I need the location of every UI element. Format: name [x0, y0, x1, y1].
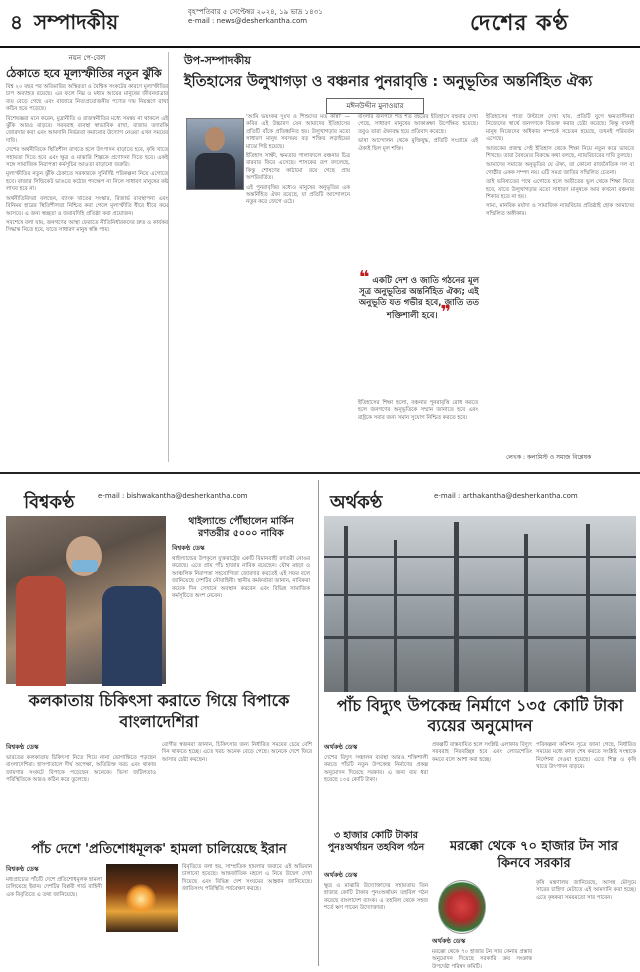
editorial-paragraph: সাম্য, মানবিক মর্যাদা ও সামাজিক ন্যায়বিচার প্রতিষ্ঠাই হোক আমাদের সম্মিলিত অঙ্গীকার।	[486, 203, 634, 217]
bishwa-body-3	[6, 864, 102, 964]
newspaper-logo: দেশের কণ্ঠ	[470, 10, 569, 36]
quote-mark-icon: ❝	[358, 267, 370, 288]
artha-body-3: পরিকল্পনা কমিশন সূত্রে জানা গেছে, নির্ধারিত সময়ের মধ্যে কাজ শেষ করতে সংশ্লিষ্ট সংস্থাকে নির্দেশনা দেওয়া হয়েছে। এতে শিল্প ও কৃষি খাতে উৎপাদন বাড়বে।	[536, 742, 636, 771]
left-column-article	[6, 52, 169, 462]
artha-paragraph: ক্ষুদ্র ও মাঝারি উদ্যোক্তাদের সহায়তায় তিন হাজার কোটি টাকার পুনঃঅর্থায়ন তহবিল গঠন করেছে বাংলাদেশ ব্যাংক। এ তহবিল থেকে সহজ শর্তে ঋণ পাবেন উদ্যোক্তারা।	[324, 883, 428, 912]
editorial-column-2	[358, 114, 478, 274]
artha-section	[324, 480, 636, 970]
editorial-paragraph: তাই ভবিষ্যতের পথে এগোতে হলে অতীতের ভুল থেকে শিক্ষা নিতে হবে, যাতে উলুখাগড়ার মতো সাধারণ মানুষকে আর কখনো বঞ্চনার শিকার হতে না হয়।	[486, 179, 634, 201]
bishwa-section	[6, 480, 312, 966]
pull-quote-text: একটি দেশ ও জাতি গঠনের মূল সূত্র অনুভূতির অন্তর্নিহিত ঐক্য; এই অনুভূতি যত গভীর হবে, জাতি তত শক্তিশালী হবে।	[358, 276, 480, 321]
substation-photo	[324, 516, 636, 692]
artha-paragraph: দেশের বিদ্যুৎ সঞ্চালন ব্যবস্থা আরও শক্তিশালী করতে পাঁচটি নতুন উপকেন্দ্র নির্মাণের প্রকল্প অনুমোদন দিয়েছে সরকার। এ জন্য ব্যয় ধরা হয়েছে ১৩৫ কোটি টাকা।	[324, 755, 428, 784]
editorial-headline: ইতিহাসের উলুখাগড়া ও বঞ্চনার পুনরাবৃত্তি : অনুভূতির অন্তর্নিহিত ঐক্য	[184, 74, 593, 90]
government-seal-icon	[438, 880, 486, 934]
artha-logo: অর্থকণ্ঠ	[330, 492, 383, 513]
editorial-paragraph: আমাদের সমাজে অনুভূতির যে ঐক্য, তা কোনো রাজনৈতিক দল বা গোষ্ঠীর একক সম্পদ নয়। এটি সমগ্র জাতির সম্মিলিত চেতনা।	[486, 162, 634, 176]
bishwa-photo	[6, 516, 166, 684]
editorial-column-2b	[358, 400, 478, 456]
editorial-author: মঈনউদ্দীন মুনাওয়ার	[326, 98, 424, 114]
editorial-paragraph: ইতিহাসের শিক্ষা হলো, বঞ্চনার পুনরাবৃত্তি রোধ করতে হলে জনগণের অনুভূতিকে সম্মান জানাতে হবে এবং রাষ্ট্রকে সবার জন্য সমান সুযোগ নিশ্চিত করতে হবে।	[358, 400, 478, 421]
left-body	[6, 84, 168, 235]
artha-paragraph: মরক্কো থেকে ৭০ হাজার টন সার কেনার প্রস্তাব অনুমোদন দিয়েছে সরকারি ক্রয় সংক্রান্ত উপদেষ্টা পরিষদ কমিটি।	[432, 949, 532, 970]
bishwa-byline: বিশ্বকণ্ঠ ডেস্ক	[6, 743, 39, 751]
left-paragraph: অর্থনীতিবিদরা বলছেন, ব্যাংক খাতের সংস্কার, রিজার্ভ ব্যবস্থাপনা এবং বিনিময় হারের স্থিতিশীলতা নিশ্চিত করা গেলে মূল্যস্ফীতি ধীরে ধীরে কমে আসবে। এ জন্য স্বচ্ছতা ও জবাবদিহি প্রতিষ্ঠা করা প্রয়োজন।	[6, 195, 168, 217]
bishwa-headline: কলকাতায় চিকিৎসা করাতে গিয়ে বিপাকে বাংলাদেশিরা	[28, 691, 290, 731]
artha-byline: অর্থকণ্ঠ ডেস্ক	[324, 743, 358, 751]
bishwa-side-body: থাইল্যান্ডের উপকূলে যুক্তরাষ্ট্রের একটি বিমানবাহী রণতরী নোঙর করেছে। এতে প্রায় পাঁচ হাজার নাবিক রয়েছেন। যৌথ মহড়া ও আঞ্চলিক নিরাপত্তা সহযোগিতা জোরদার করতেই এই সফর বলে জানিয়েছে দেশটির নৌবাহিনী। স্থানীয় কর্মকর্তারা জানান, নাবিকরা কয়েক দিন সেখানে অবস্থান করবেন এবং বিভিন্ন সামাজিক কর্মসূচিতে অংশ নেবেন।	[172, 556, 310, 600]
artha-byline-3: অর্থকণ্ঠ ডেস্ক	[432, 937, 466, 945]
editorial-paragraph: আজকের প্রজন্ম সেই ইতিহাস থেকে শিক্ষা নিয়ে নতুন করে ভাবতে শিখছে। তারা বৈষম্যের বিরুদ্ধে কথা বলছে, ন্যায়বিচারের দাবি তুলছে।	[486, 145, 634, 160]
pull-quote	[358, 267, 480, 394]
artha-headline: পাঁচ বিদ্যুৎ উপকেন্দ্র নির্মাণে ১৩৫ কোটি টাকা ব্যয়ের অনুমোদন	[336, 696, 624, 735]
bishwa-logo: বিশ্বকণ্ঠ	[24, 492, 75, 513]
editorial-paragraph: এই পুনরাবৃত্তির মধ্যেও মানুষের অনুভূতির এক অন্তর্নিহিত ঐক্য রয়েছে, যা প্রতিটি আন্দোলনে নতুন করে জেগে ওঠে।	[246, 184, 350, 206]
bishwa-paragraph: মধ্যপ্রাচ্যের পাঁচটি দেশে প্রতিশোধমূলক হামলা চালিয়েছে ইরান। দেশটির বিপ্লবী গার্ড বাহিনী এক বিবৃতিতে এ তথ্য জানিয়েছে।	[6, 877, 102, 898]
left-paragraph: সবশেষে বলা যায়, জনগণের আস্থা ফেরাতে নীতিনির্ধারকদের দ্রুত ও কার্যকর সিদ্ধান্ত নিতে হবে, যাতে সাধারণ মানুষ স্বস্তি পায়।	[6, 219, 168, 234]
artha-body-1	[324, 742, 428, 826]
editorial-paragraph: ইতিহাসের পাতা উল্টালে দেখা যায়, প্রতিটি যুগে ক্ষমতাসীনরা নিজেদের স্বার্থে জনগণকে বিভক্ত করার চেষ্টা করেছে। কিন্তু যখনই মানুষ নিজেদের অধিকার সম্পর্কে সচেতন হয়েছে, তখনই পরিবর্তন এসেছে।	[486, 114, 634, 143]
editorial-column-3	[486, 114, 634, 454]
editorial-paragraph: ইতিহাস সাক্ষী, ক্ষমতার পালাবদলে বঞ্চনার চিত্র বারবার ফিরে এসেছে। শাসকের রূপ বদলেছে, কিন্তু শোষণের কাঠামো রয়ে গেছে প্রায় অপরিবর্তিত।	[246, 153, 350, 182]
artha-headline-3: মরক্কো থেকে ৭০ হাজার টন সার কিনবে সরকার	[450, 839, 618, 871]
left-paragraph: বিশেষজ্ঞরা মনে করেন, মুদ্রানীতি ও রাজস্বনীতির মধ্যে সমন্বয় না থাকলে এই ঝুঁকি আরও বাড়বে। সরবরাহ ব্যবস্থা স্বাভাবিক রাখা, বাজার তদারকি জোরদার করা এবং আমদানি নির্ভরতা কমানোর উদ্যোগ নেওয়া এখন সময়ের দাবি।	[6, 115, 168, 144]
left-headline: ঠেকাতে হবে মূল্যস্ফীতির নতুন ঝুঁকি	[6, 67, 162, 80]
masthead-email: e-mail : news@desherkantha.com	[188, 17, 308, 25]
date-line: বৃহস্পতিবার ৫ সেপ্টেম্বর ২০২৪, ১৯ ভাদ্র ১৪৩১	[188, 8, 323, 16]
editorial-article	[176, 52, 634, 462]
artha-email: e-mail : arthakantha@desherkantha.com	[434, 492, 578, 500]
quote-mark-icon: ❞	[440, 302, 452, 323]
section-title: সম্পাদকীয়	[34, 10, 119, 34]
section-divider	[0, 472, 640, 474]
left-byline: নয়ন পে-বেল	[68, 54, 106, 62]
page-number: ৪	[10, 10, 23, 34]
editorial-kicker: উপ-সম্পাদকীয়	[184, 54, 251, 67]
bishwa-side-byline: বিশ্বকণ্ঠ ডেস্ক	[172, 544, 205, 552]
bishwa-email: e-mail : bishwakantha@desherkantha.com	[98, 492, 248, 500]
left-paragraph: মূল্যস্ফীতির নতুন ঝুঁকি ঠেকাতে সরকারকে সুনির্দিষ্ট পরিকল্পনা নিয়ে এগোতে হবে। বাজার সিন্ডিকেট ভাঙতে কঠোর পদক্ষেপ না নিলে সাধারণ মানুষের কষ্ট লাঘব হবে না।	[6, 171, 168, 193]
artha-byline-2: অর্থকণ্ঠ ডেস্ক	[324, 871, 358, 879]
bishwa-body-1	[6, 742, 156, 838]
author-photo	[186, 118, 244, 190]
bishwa-paragraph: ভারতের কলকাতায় চিকিৎসা নিতে গিয়ে নানা ভোগান্তিতে পড়ছেন বাংলাদেশিরা। হাসপাতালে দীর্ঘ অপেক্ষা, অতিরিক্ত খরচ এবং থাকার জায়গার সংকটে বিপাকে পড়েছেন অনেকে। ভিসা জটিলতাও পরিস্থিতিকে আরও কঠিন করে তুলেছে।	[6, 755, 156, 784]
editorial-column-1	[246, 114, 350, 454]
left-paragraph: দেশের অর্থনীতিকে স্থিতিশীল রাখতে হলে উৎপাদন বাড়াতে হবে, কৃষি খাতে সহায়তা দিতে হবে এবং ক্ষুদ্র ও মাঝারি শিল্পকে প্রণোদনা দিতে হবে। একই সঙ্গে সামাজিক নিরাপত্তা কর্মসূচির আওতা বাড়ানো জরুরি।	[6, 147, 168, 169]
editorial-paragraph: 'আমি ভয়ংকর দুঃখ ও শিশুদের মত কান্না' — কবির এই উচ্চারণ যেন আমাদের ইতিহাসের প্রতিটি বাঁকে প্রতিধ্বনিত হয়। উলুখাগড়ার মতো সাধারণ মানুষ সবসময় বড় শক্তির লড়াইয়ের মাঝে পিষ্ট হয়েছে।	[246, 114, 350, 150]
left-paragraph: বিশ্ব ২০ বছর পর অতিমারির অস্থিরতা ও বৈশ্বিক সংকটের কারণে মূল্যস্ফীতির চাপ অব্যাহত রয়েছে। এর ফলে নিম্ন ও মধ্যম আয়ের মানুষের জীবনযাত্রার ব্যয় বেড়ে গেছে এবং বাজারে নিত্যপ্রয়োজনীয় পণ্যের দাম নিয়ন্ত্রণে রাখা কঠিন হয়ে পড়েছে।	[6, 84, 168, 113]
artha-body-2: প্রকল্পটি বাস্তবায়িত হলে সংশ্লিষ্ট এলাকায় বিদ্যুৎ সরবরাহ নিরবচ্ছিন্ন হবে এবং লোডশেডিং কমবে বলে আশা করা হচ্ছে।	[432, 742, 532, 763]
iran-attack-photo	[106, 864, 178, 932]
bishwa-body-2: রোগীর স্বজনরা জানান, চিকিৎসার জন্য নির্ধারিত সময়ের চেয়ে বেশি দিন থাকতে হচ্ছে। এতে খরচ অনেক বেড়ে গেছে। অনেকে দেশে ফিরে আসার চেষ্টা করছেন।	[162, 742, 312, 763]
editorial-paragraph: ভাষা আন্দোলন থেকে মুক্তিযুদ্ধ, প্রতিটি সংগ্রামে এই ঐক্যই ছিল মূল শক্তি।	[358, 138, 478, 152]
artha-headline-2: ৩ হাজার কোটি টাকার পুনঃঅর্থায়ন তহবিল গঠন	[327, 830, 425, 853]
bishwa-side-story	[172, 516, 310, 684]
bishwa-headline-2: পাঁচ দেশে 'প্রতিশোধমূলক' হামলা চালিয়েছে ইরান	[31, 842, 287, 857]
masthead	[0, 0, 640, 48]
artha-body-6: কৃষি মন্ত্রণালয় জানিয়েছে, আসন্ন মৌসুমে সারের চাহিদা মেটাতে এই আমদানি করা হচ্ছে। এতে কৃষকরা সময়মতো সার পাবেন।	[536, 880, 636, 901]
bishwa-side-headline: থাইল্যান্ডে পৌঁছালেন মার্কিন রণতরীর ৫০০০ নাবিক	[188, 516, 294, 539]
artha-body-4	[324, 870, 428, 964]
editorial-paragraph: বাংলার জনপদে শত শত বছরের ইতিহাসে বহুবার দেখা গেছে, সাধারণ মানুষের আকাঙ্ক্ষা উপেক্ষিত হয়েছে। তবুও তারা ঐক্যবদ্ধ হয়ে প্রতিবাদ করেছে।	[358, 114, 478, 135]
column-divider	[318, 480, 319, 966]
bishwa-body-4: বিবৃতিতে বলা হয়, সাম্প্রতিক হামলার জবাবে এই অভিযান চালানো হয়েছে। আন্তর্জাতিক মহলে এ নিয়ে উদ্বেগ দেখা দিয়েছে এবং বিভিন্ন দেশ সংযমের আহ্বান জানিয়েছে। জাতিসংঘ পরিস্থিতি পর্যবেক্ষণ করছে।	[182, 864, 312, 893]
editorial-signature: লেখক : কলামিস্ট ও সমাজ বিশ্লেষক	[506, 454, 592, 461]
bishwa-byline-2: বিশ্বকণ্ঠ ডেস্ক	[6, 865, 39, 873]
